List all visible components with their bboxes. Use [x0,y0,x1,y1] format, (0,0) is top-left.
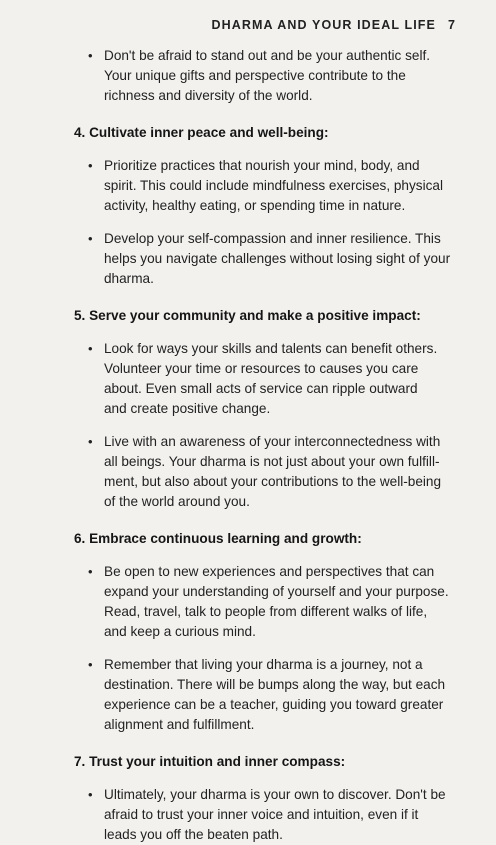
section-heading: 7. Trust your intuition and inner compass: [74,754,346,769]
text-line: helps you navigate challenges without losing sight of your [104,251,451,266]
bullet-item [74,562,454,642]
text-line: Be open to new experiences and perspectives that can [104,564,435,579]
text-line: about. Even small acts of service can ripple outward [104,381,418,396]
bullet-item [74,229,454,289]
text-line: Your unique gifts and perspective contribute to the [104,68,406,83]
text-line: experience can be a teacher, guiding you toward greater [104,697,444,712]
text-line: Prioritize practices that nourish your mind, body, and [104,158,420,173]
text-line: leads you off the beaten path. [104,827,283,842]
text-line: Look for ways your skills and talents can benefit others. [104,341,438,356]
text-line: dharma. [104,271,154,286]
bullet-icon: • [88,231,93,246]
bullet-icon: • [88,341,93,356]
bullet-icon: • [88,564,93,579]
bullet-icon: • [88,657,93,672]
text-line: activity, healthy eating, or spending time in nature. [104,198,406,213]
bullet-item [74,156,454,216]
text-line: expand your understanding of yourself and your purpose. [104,584,449,599]
page-body [74,46,454,845]
text-line: all beings. Your dharma is not just about your own fulfill- [104,454,440,469]
section-heading: 5. Serve your community and make a positive impact: [74,308,421,323]
bullet-item [74,785,454,845]
bullet-item [74,655,454,735]
text-line: Develop your self-compassion and inner resilience. This [104,231,441,246]
text-line: destination. There will be bumps along the way, but each [104,677,446,692]
running-header [212,18,457,32]
text-line: alignment and fulfillment. [104,717,255,732]
text-line: ment, but also about your contributions to the well-being [104,474,442,489]
page-number: 7 [447,18,456,32]
bullet-icon: • [88,787,93,802]
section-heading: 6. Embrace continuous learning and growth: [74,531,362,546]
text-line: Read, travel, talk to people from different walks of life, [104,604,428,619]
bullet-item [74,339,454,419]
bullet-item [74,432,454,512]
bullet-item [74,46,454,106]
section-heading: 4. Cultivate inner peace and well-being: [74,125,329,140]
text-line: Ultimately, your dharma is your own to discover. Don't be [104,787,446,802]
text-line: Volunteer your time or resources to causes you care [104,361,419,376]
text-line: Live with an awareness of your interconnectedness with [104,434,441,449]
text-line: richness and diversity of the world. [104,88,313,103]
bullet-icon: • [88,48,93,63]
text-line: afraid to trust your inner voice and intuition, even if it [104,807,419,822]
text-line: Don't be afraid to stand out and be your authentic self. [104,48,431,63]
bullet-icon: • [88,434,93,449]
text-line: and keep a curious mind. [104,624,256,639]
bullet-icon: • [88,158,93,173]
text-line: spirit. This could include mindfulness exercises, physical [104,178,443,193]
text-line: of the world around you. [104,494,250,509]
header-title: DHARMA AND YOUR IDEAL LIFE [211,18,436,32]
text-line: Remember that living your dharma is a journey, not a [104,657,423,672]
text-line: and create positive change. [104,401,271,416]
